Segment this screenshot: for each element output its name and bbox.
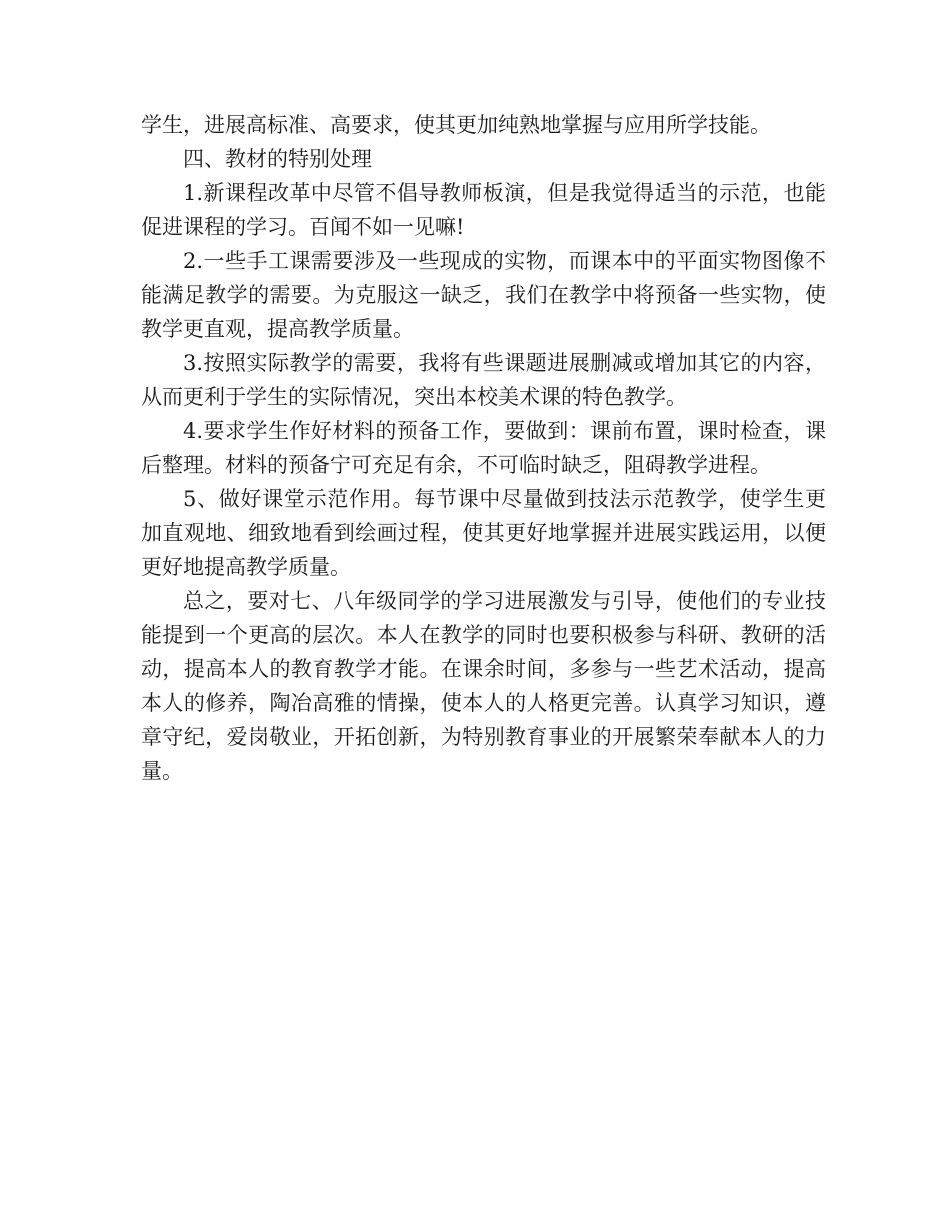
paragraph-summary: 总之，要对七、八年级同学的学习进展激发与引导，使他们的专业技能提到一个更高的层次。本人在教学的同时也要积极参与科研、教研的活动，提高本人的教育教学才能。在课余时间，多参与一些艺术活动，提高本人的修养，陶冶高雅的情操，使本人的人格更完善。认真学习知识，遵章守纪，爱岗敬业，开拓创新，为特别教育事业的开展繁荣奉献本人的力量。: [141, 589, 826, 783]
document-page: [141, 108, 826, 788]
paragraph-item-1: 1.新课程改革中尽管不倡导教师板演，但是我觉得适当的示范，也能促进课程的学习。百闻不如一见嘛!: [141, 181, 826, 239]
paragraph-item-4: 4.要求学生作好材料的预备工作，要做到：课前布置，课时检查，课后整理。材料的预备宁可充足有余，不可临时缺乏，阻碍教学进程。: [141, 419, 826, 477]
paragraph-item-2: 2.一些手工课需要涉及一些现成的实物，而课本中的平面实物图像不能满足教学的需要。为克服这一缺乏，我们在教学中将预备一些实物，使教学更直观，提高教学质量。: [141, 249, 826, 341]
section-heading: 四、教材的特别处理: [183, 147, 372, 171]
paragraph-item-5: 5、做好课堂示范作用。每节课中尽量做到技法示范教学，使学生更加直观地、细致地看到绘画过程，使其更好地掌握并进展实践运用，以便更好地提高教学质量。: [141, 487, 826, 579]
paragraph-continuation: 学生，进展高标准、高要求，使其更加纯熟地掌握与应用所学技能。: [141, 113, 771, 137]
paragraph-item-3: 3.按照实际教学的需要，我将有些课题进展删减或增加其它的内容，从而更利于学生的实际情况，突出本校美术课的特色教学。: [141, 351, 826, 409]
